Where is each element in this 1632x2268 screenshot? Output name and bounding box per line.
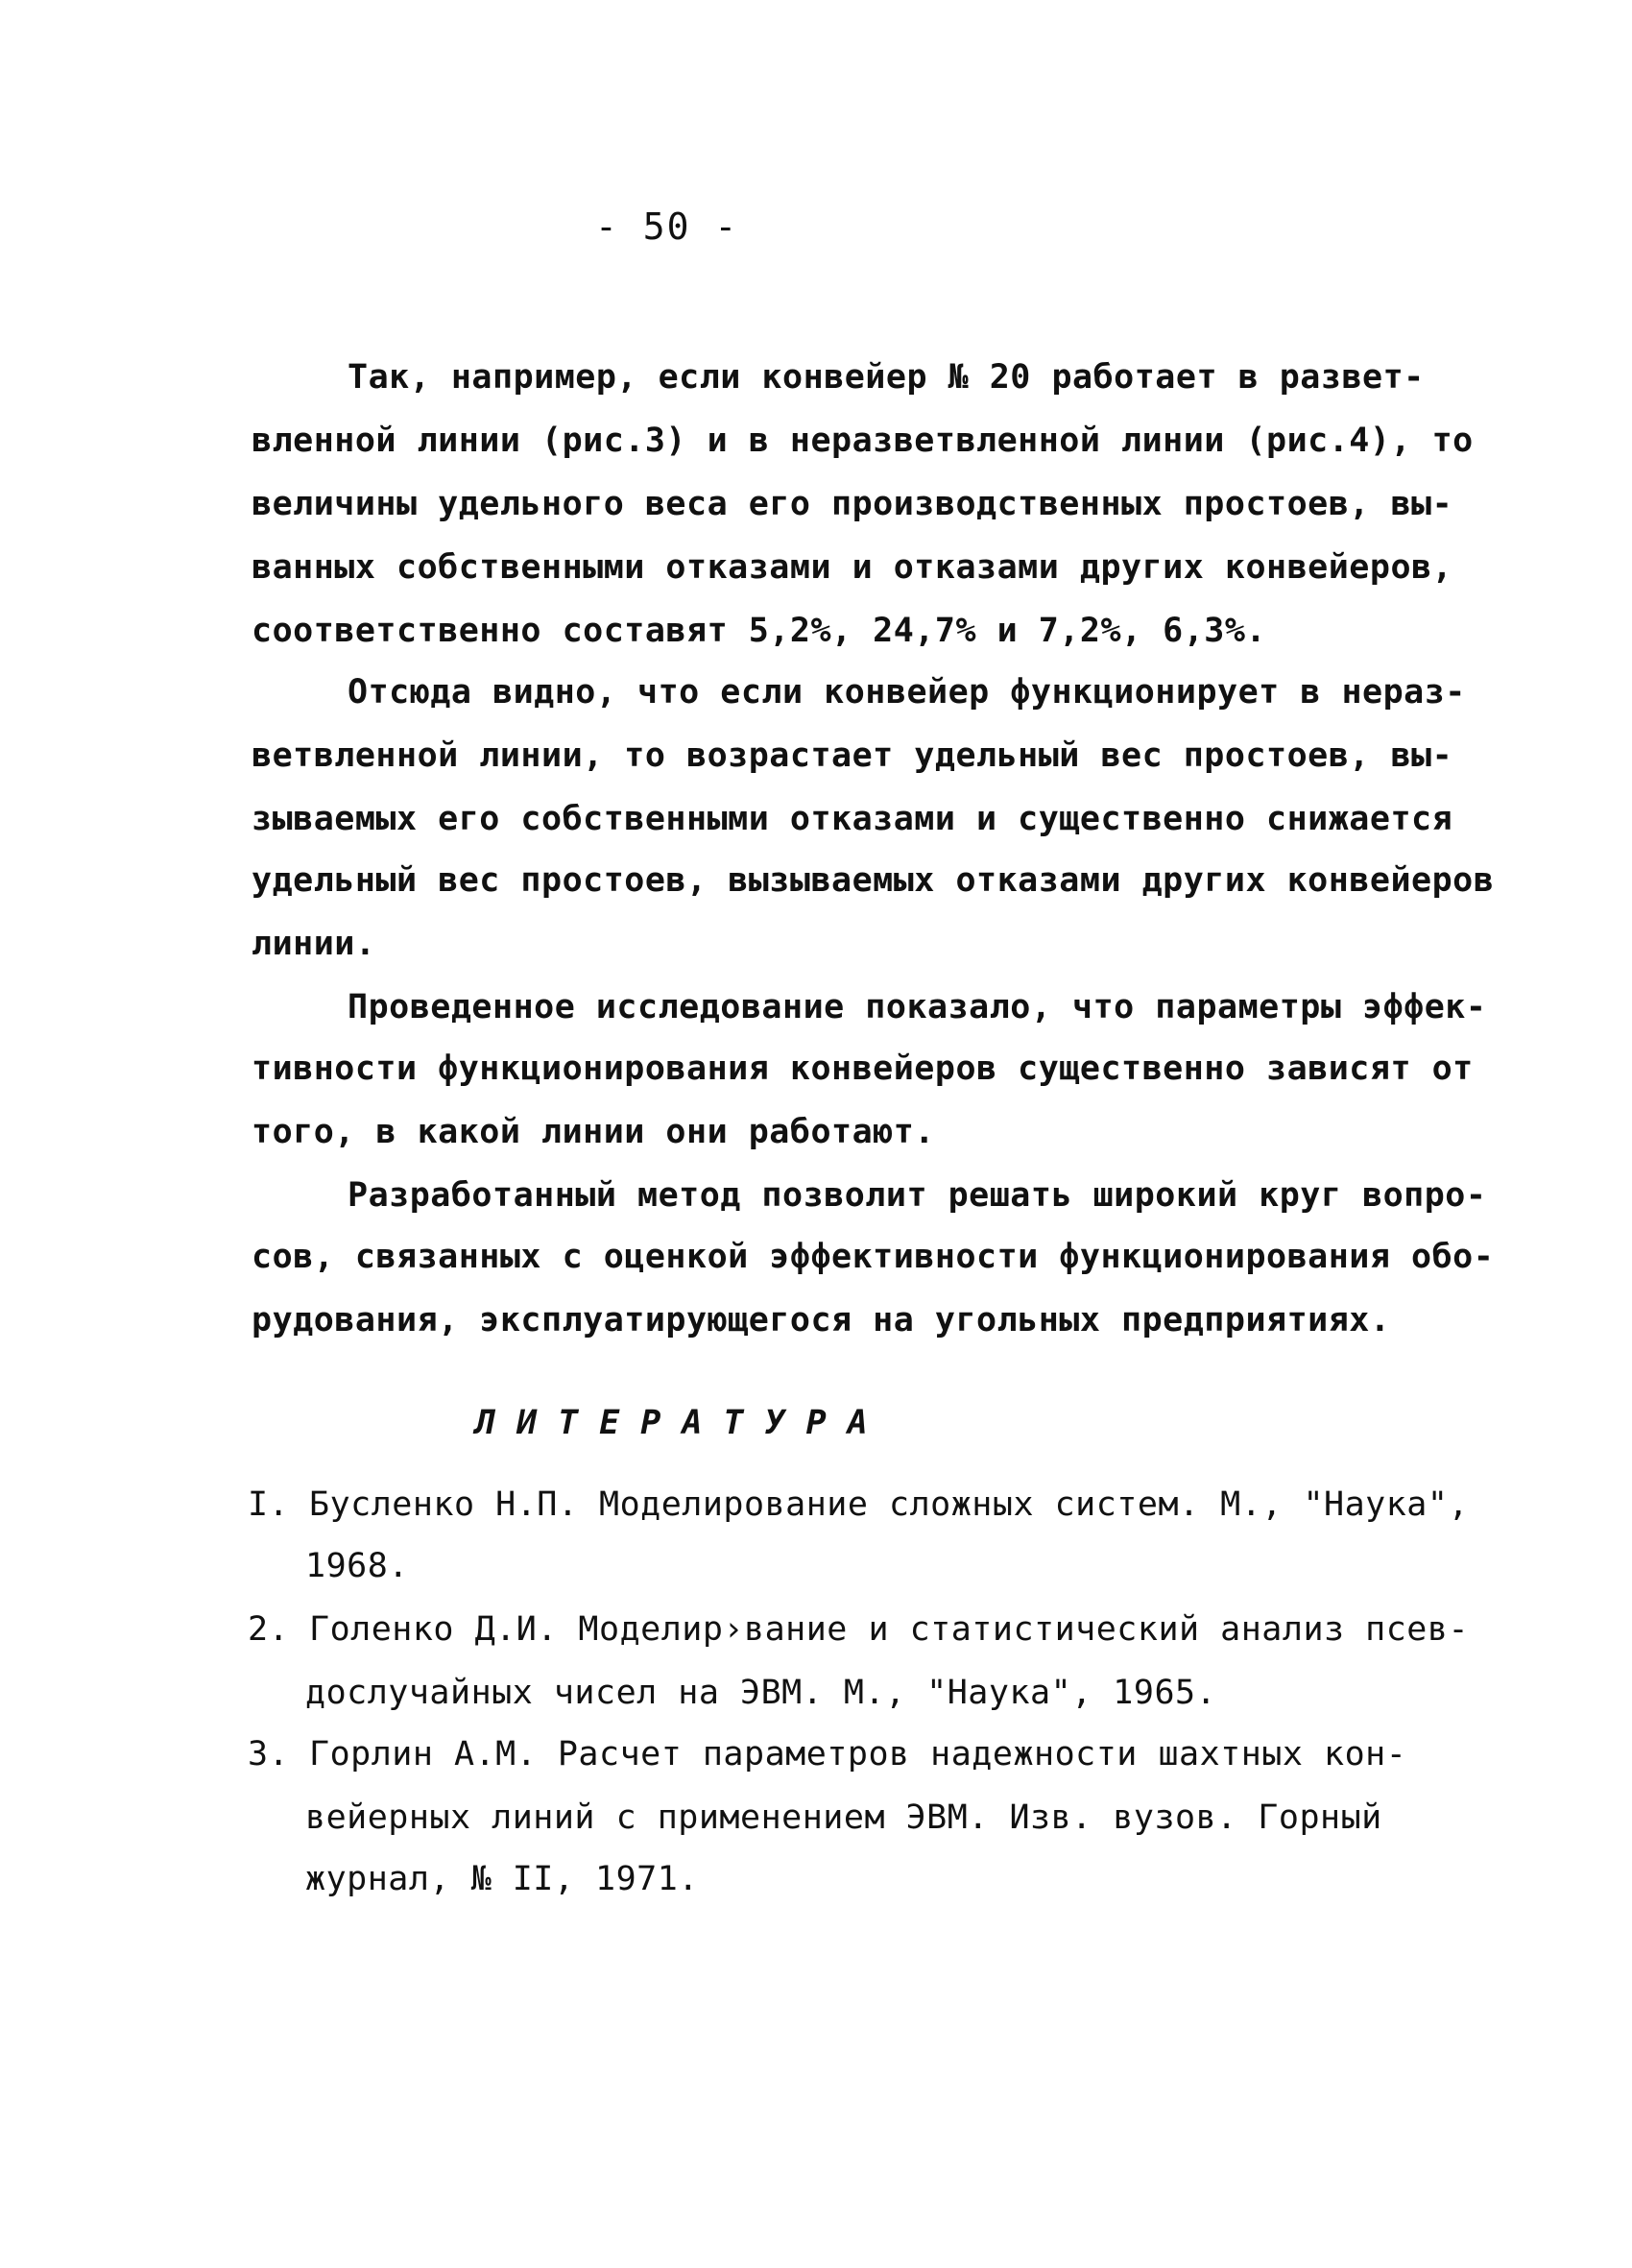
reference-1-number: I. [248, 1485, 290, 1524]
paragraph-2-line-5: линии. [252, 925, 376, 963]
paragraph-3-line-1: Проведенное исследование показало, что параметры эффек- [348, 988, 1487, 1026]
reference-3-line-1: Горлин А.М. Расчет параметров надежности шахтных кон- [309, 1735, 1407, 1773]
page-number: - 50 - [595, 205, 739, 248]
literature-heading: ЛИТЕРАТУРА [475, 1404, 889, 1442]
paragraph-2-line-3: зываемых его собственными отказами и существенно снижается [252, 800, 1453, 838]
paragraph-3-line-2: тивности функционирования конвейеров существенно зависят от [252, 1050, 1474, 1088]
reference-3-line-3: журнал, № II, 1971. [305, 1860, 699, 1898]
reference-2-line-2: дослучайных чисел на ЭВМ. М., "Наука", 1965. [305, 1674, 1217, 1712]
paragraph-1-line-3: величины удельного веса его производственных простоев, вы- [252, 485, 1453, 523]
paragraph-1-line-5: соответственно составят 5,2%, 24,7% и 7,2%, 6,3%. [252, 612, 1267, 650]
paragraph-4-line-1: Разработанный метод позволит решать широкий круг вопро- [348, 1176, 1487, 1215]
paragraph-1-line-1: Так, например, если конвейер № 20 работает в развет- [348, 358, 1425, 397]
paragraph-1-line-2: вленной линии (рис.3) и в неразветвленной линии (рис.4), то [252, 422, 1474, 460]
reference-2-line-1: Голенко Д.И. Моделир›вание и статистический анализ псев- [309, 1610, 1470, 1649]
reference-1-line-2: 1968. [305, 1547, 409, 1585]
reference-2-number: 2. [248, 1610, 290, 1649]
paragraph-3-line-3: того, в какой линии они работают. [252, 1113, 935, 1151]
paragraph-2-line-2: ветвленной линии, то возрастает удельный вес простоев, вы- [252, 736, 1453, 775]
reference-3-line-2: вейерных линий с применением ЭВМ. Изв. вузов. Горный [305, 1798, 1382, 1837]
paragraph-4-line-3: рудования, эксплуатирующегося на угольных предприятиях. [252, 1301, 1391, 1339]
paragraph-1-line-4: ванных собственными отказами и отказами других конвейеров, [252, 548, 1453, 587]
paragraph-4-line-2: сов, связанных с оценкой эффективности функционирования обо- [252, 1238, 1495, 1276]
paragraph-2-line-1: Отсюда видно, что если конвейер функционирует в нераз- [348, 673, 1466, 712]
reference-1-line-1: Бусленко Н.П. Моделирование сложных систем. М., "Наука", [309, 1485, 1470, 1524]
paragraph-2-line-4: удельный вес простоев, вызываемых отказами других конвейеров [252, 861, 1495, 900]
reference-3-number: 3. [248, 1735, 290, 1773]
